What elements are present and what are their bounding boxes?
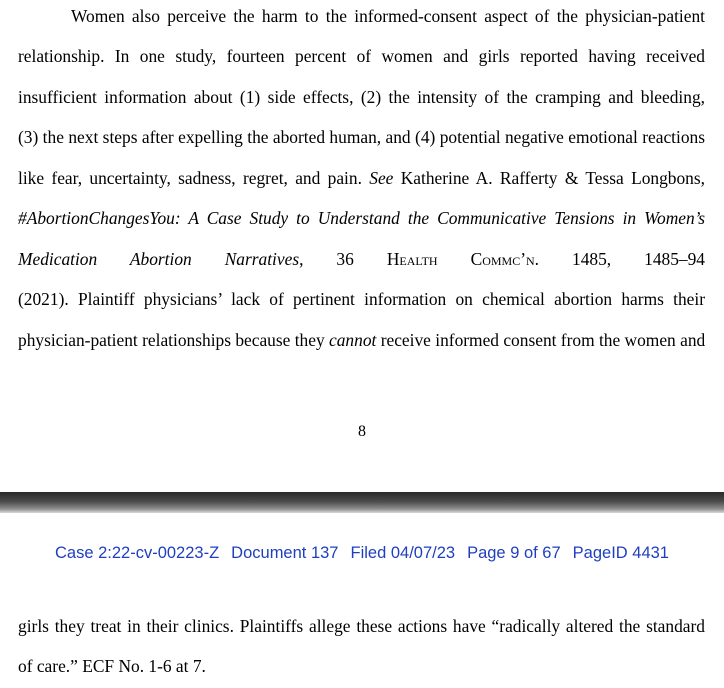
citation-line [18,249,705,269]
filed-date: Filed 04/07/23 [350,544,456,562]
text-run: receive informed consent from the women and [376,330,706,350]
text-run: , 36 [299,249,387,269]
paragraph-line: of care.” ECF No. 1-6 at 7. [18,656,206,676]
journal-name: Health [386,249,438,269]
text-run [438,249,471,269]
text-run: Katherine A. Rafferty & Tessa Longbons, [393,168,705,188]
signal-italic: See [369,168,394,188]
paragraph-line: Women also perceive the harm to the informed-consent aspect of the physician-patient [71,6,705,26]
paragraph-line: (3) the next steps after expelling the aborted human, and (4) potential negative emotional reactions [18,127,705,147]
paragraph-line: girls they treat in their clinics. Plaintiffs allege these actions have “radically altered the standard [18,616,705,636]
page-id: PageID 4431 [572,544,669,562]
text-run: physician-patient relationships because they [18,330,330,350]
paragraph-line: relationship. In one study, fourteen percent of women and girls reported having received [18,46,705,66]
case-number: Case 2:22-cv-00223-Z [55,544,220,562]
document-number: Document 137 [231,544,339,562]
emphasis-italic: cannot [329,330,377,350]
paragraph-line [18,330,705,350]
citation-title: Medication Abortion Narratives [18,249,300,269]
case-header [0,543,724,563]
paragraph-line [18,168,705,188]
paragraph-line: (2021). Plaintiff physicians’ lack of pertinent information on chemical abortion harms their [18,289,705,309]
page-number: 8 [358,423,366,440]
journal-abbrev: Commc’n. [470,249,540,269]
text-run: like fear, uncertainty, sadness, regret, and pain. [18,168,370,188]
paragraph-line: insufficient information about (1) side effects, (2) the intensity of the cramping and bleeding, [18,87,705,107]
text-run: 1485, 1485–94 [539,249,705,269]
page-count: Page 9 of 67 [467,544,561,562]
citation-title-line: #AbortionChangesYou: A Case Study to Understand the Communicative Tensions in Women’s [18,208,705,228]
page-break-divider [0,492,724,513]
